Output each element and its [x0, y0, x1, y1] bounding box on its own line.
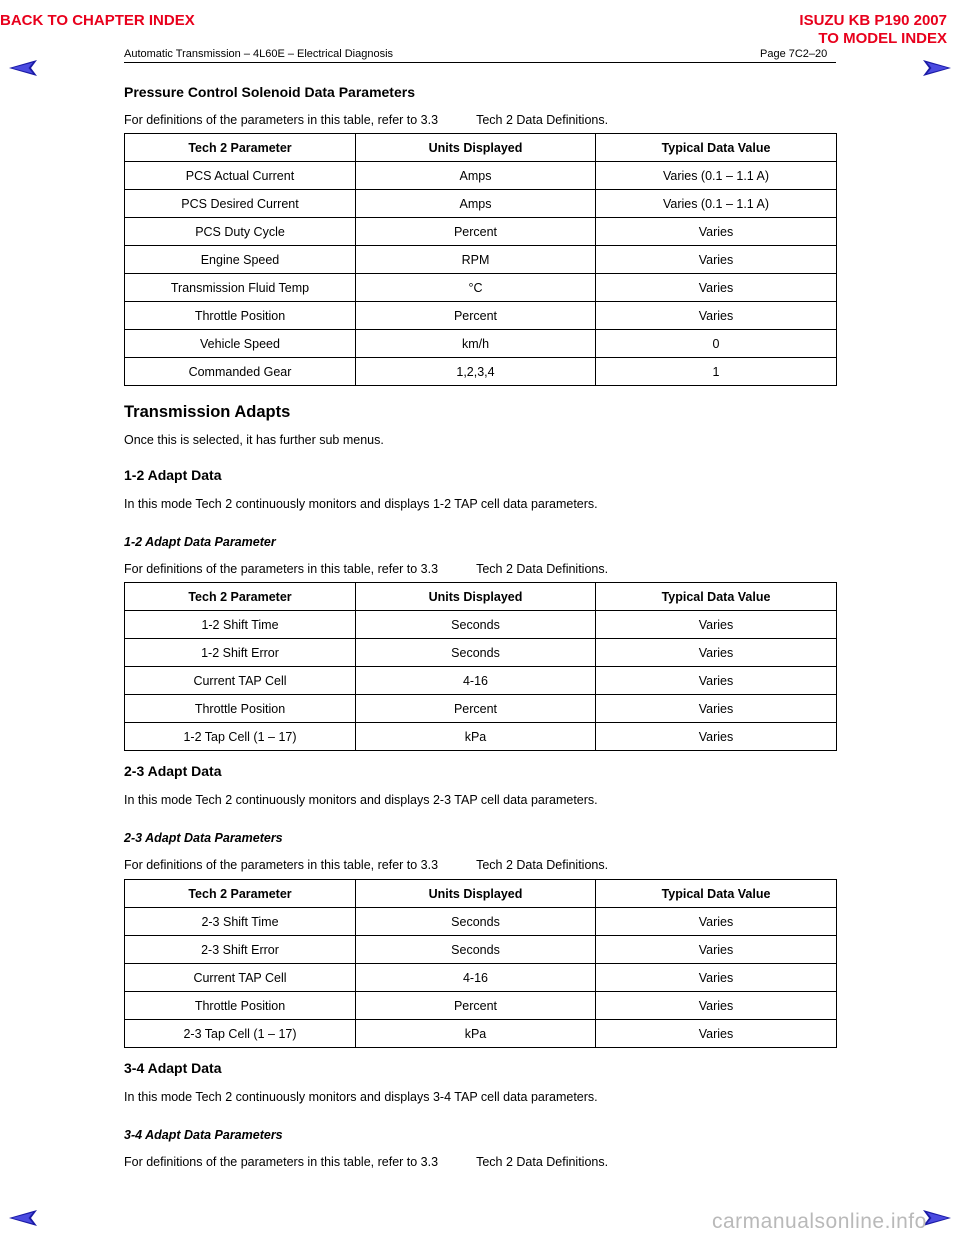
prev-page-arrow-bottom-icon[interactable] [8, 1208, 38, 1228]
pcs-heading: Pressure Control Solenoid Data Parameters [124, 84, 415, 100]
table-row [125, 358, 837, 386]
model-title-link[interactable]: ISUZU KB P190 2007 [799, 12, 947, 29]
table-cell: Varies [596, 246, 837, 274]
table-cell: Commanded Gear [125, 358, 356, 386]
table-row [125, 1020, 837, 1048]
watermark: carmanualsonline.info [712, 1210, 927, 1233]
table-cell: Varies [596, 1020, 837, 1048]
table-row [125, 695, 837, 723]
column-header: Tech 2 Parameter [125, 134, 356, 162]
pcs-table [124, 133, 837, 386]
pcs-reference [124, 113, 608, 128]
table-row [125, 274, 837, 302]
table-cell: Varies (0.1 – 1.1 A) [596, 190, 837, 218]
table-cell: RPM [356, 246, 596, 274]
table-cell: °C [356, 274, 596, 302]
table-cell: Throttle Position [125, 302, 356, 330]
table-cell: Varies [596, 992, 837, 1020]
table-cell: Amps [356, 190, 596, 218]
table-cell: 0 [596, 330, 837, 358]
adapt-12-table [124, 582, 837, 751]
table-cell: Percent [356, 695, 596, 723]
table-row [125, 302, 837, 330]
table-row [125, 162, 837, 190]
table-cell: Varies [596, 639, 837, 667]
table-cell: Seconds [356, 936, 596, 964]
table-cell: Varies [596, 964, 837, 992]
adapt-12-ref-link[interactable]: Tech 2 Data Definitions. [476, 562, 609, 576]
table-cell: Varies (0.1 – 1.1 A) [596, 162, 837, 190]
adapt-23-text: In this mode Tech 2 continuously monitors and displays 2-3 TAP cell data parameters. [124, 793, 598, 807]
column-header: Units Displayed [356, 880, 596, 908]
table-cell: Varies [596, 936, 837, 964]
table-cell: Current TAP Cell [125, 964, 356, 992]
table-row [125, 992, 837, 1020]
table-cell: Percent [356, 992, 596, 1020]
table-cell: Amps [356, 162, 596, 190]
table-cell: 1 [596, 358, 837, 386]
header-title: Automatic Transmission – 4L60E – Electrical Diagnosis [124, 48, 394, 60]
table-cell: Seconds [356, 908, 596, 936]
table-cell: Percent [356, 302, 596, 330]
table-cell: Varies [596, 908, 837, 936]
adapt-34-ref-text: For definitions of the parameters in this table, refer to 3.3 [124, 1155, 439, 1169]
table-row [125, 218, 837, 246]
table-cell: Varies [596, 274, 837, 302]
column-header: Tech 2 Parameter [125, 583, 356, 611]
adapt-23-reference [124, 858, 608, 873]
table-cell: Seconds [356, 611, 596, 639]
table-cell: km/h [356, 330, 596, 358]
table-cell: 1-2 Shift Time [125, 611, 356, 639]
column-header: Typical Data Value [596, 880, 837, 908]
table-cell: 1-2 Shift Error [125, 639, 356, 667]
table-row [125, 964, 837, 992]
adapt-23-heading: 2-3 Adapt Data [124, 763, 222, 779]
table-cell: Varies [596, 611, 837, 639]
table-cell: Varies [596, 723, 837, 751]
pcs-ref-text: For definitions of the parameters in this table, refer to 3.3 [124, 113, 439, 127]
prev-page-arrow-icon[interactable] [8, 58, 38, 78]
transmission-adapts-heading: Transmission Adapts [124, 403, 291, 421]
adapt-34-reference [124, 1155, 608, 1170]
table-cell: Transmission Fluid Temp [125, 274, 356, 302]
next-page-arrow-icon[interactable] [922, 58, 952, 78]
table-row [125, 246, 837, 274]
table-cell: Vehicle Speed [125, 330, 356, 358]
adapt-34-ref-link[interactable]: Tech 2 Data Definitions. [476, 1155, 609, 1169]
adapt-12-text: In this mode Tech 2 continuously monitors and displays 1-2 TAP cell data parameters. [124, 497, 598, 511]
to-model-index-link[interactable]: TO MODEL INDEX [818, 30, 947, 47]
table-row [125, 611, 837, 639]
table-cell: PCS Desired Current [125, 190, 356, 218]
column-header: Tech 2 Parameter [125, 880, 356, 908]
table-cell: kPa [356, 1020, 596, 1048]
table-cell: 1-2 Tap Cell (1 – 17) [125, 723, 356, 751]
table-row [125, 723, 837, 751]
adapt-23-table [124, 879, 837, 1048]
column-header: Units Displayed [356, 583, 596, 611]
table-cell: kPa [356, 723, 596, 751]
table-row [125, 667, 837, 695]
table-row [125, 330, 837, 358]
table-row [125, 190, 837, 218]
back-to-chapter-index-link[interactable]: BACK TO CHAPTER INDEX [0, 12, 195, 29]
table-cell: Percent [356, 218, 596, 246]
page-number: Page 7C2–20 [760, 48, 828, 60]
table-cell: 4-16 [356, 964, 596, 992]
table-cell: Throttle Position [125, 992, 356, 1020]
table-cell: 4-16 [356, 667, 596, 695]
adapt-34-subheading: 3-4 Adapt Data Parameters [124, 1128, 283, 1142]
adapt-34-heading: 3-4 Adapt Data [124, 1060, 222, 1076]
table-cell: Throttle Position [125, 695, 356, 723]
table-cell: PCS Duty Cycle [125, 218, 356, 246]
table-cell: PCS Actual Current [125, 162, 356, 190]
table-row [125, 936, 837, 964]
transmission-adapts-text: Once this is selected, it has further sub menus. [124, 433, 384, 447]
column-header: Typical Data Value [596, 134, 837, 162]
table-cell: Varies [596, 302, 837, 330]
adapt-12-reference [124, 562, 608, 577]
adapt-23-ref-text: For definitions of the parameters in this table, refer to 3.3 [124, 858, 439, 872]
table-row [125, 639, 837, 667]
table-cell: 1,2,3,4 [356, 358, 596, 386]
table-cell: 2-3 Shift Time [125, 908, 356, 936]
column-header: Typical Data Value [596, 583, 837, 611]
column-header: Units Displayed [356, 134, 596, 162]
table-cell: Current TAP Cell [125, 667, 356, 695]
adapt-34-text: In this mode Tech 2 continuously monitors and displays 3-4 TAP cell data parameters. [124, 1090, 598, 1104]
header-rule [124, 62, 836, 63]
table-row [125, 908, 837, 936]
table-cell: 2-3 Shift Error [125, 936, 356, 964]
adapt-12-ref-text: For definitions of the parameters in this table, refer to 3.3 [124, 562, 439, 576]
table-cell: Seconds [356, 639, 596, 667]
table-cell: Varies [596, 695, 837, 723]
adapt-23-ref-link[interactable]: Tech 2 Data Definitions. [476, 858, 609, 872]
table-cell: Varies [596, 667, 837, 695]
adapt-23-subheading: 2-3 Adapt Data Parameters [124, 831, 283, 845]
table-cell: Engine Speed [125, 246, 356, 274]
table-cell: 2-3 Tap Cell (1 – 17) [125, 1020, 356, 1048]
adapt-12-heading: 1-2 Adapt Data [124, 467, 222, 483]
table-cell: Varies [596, 218, 837, 246]
pcs-ref-link[interactable]: Tech 2 Data Definitions. [476, 113, 609, 127]
adapt-12-subheading: 1-2 Adapt Data Parameter [124, 535, 276, 549]
